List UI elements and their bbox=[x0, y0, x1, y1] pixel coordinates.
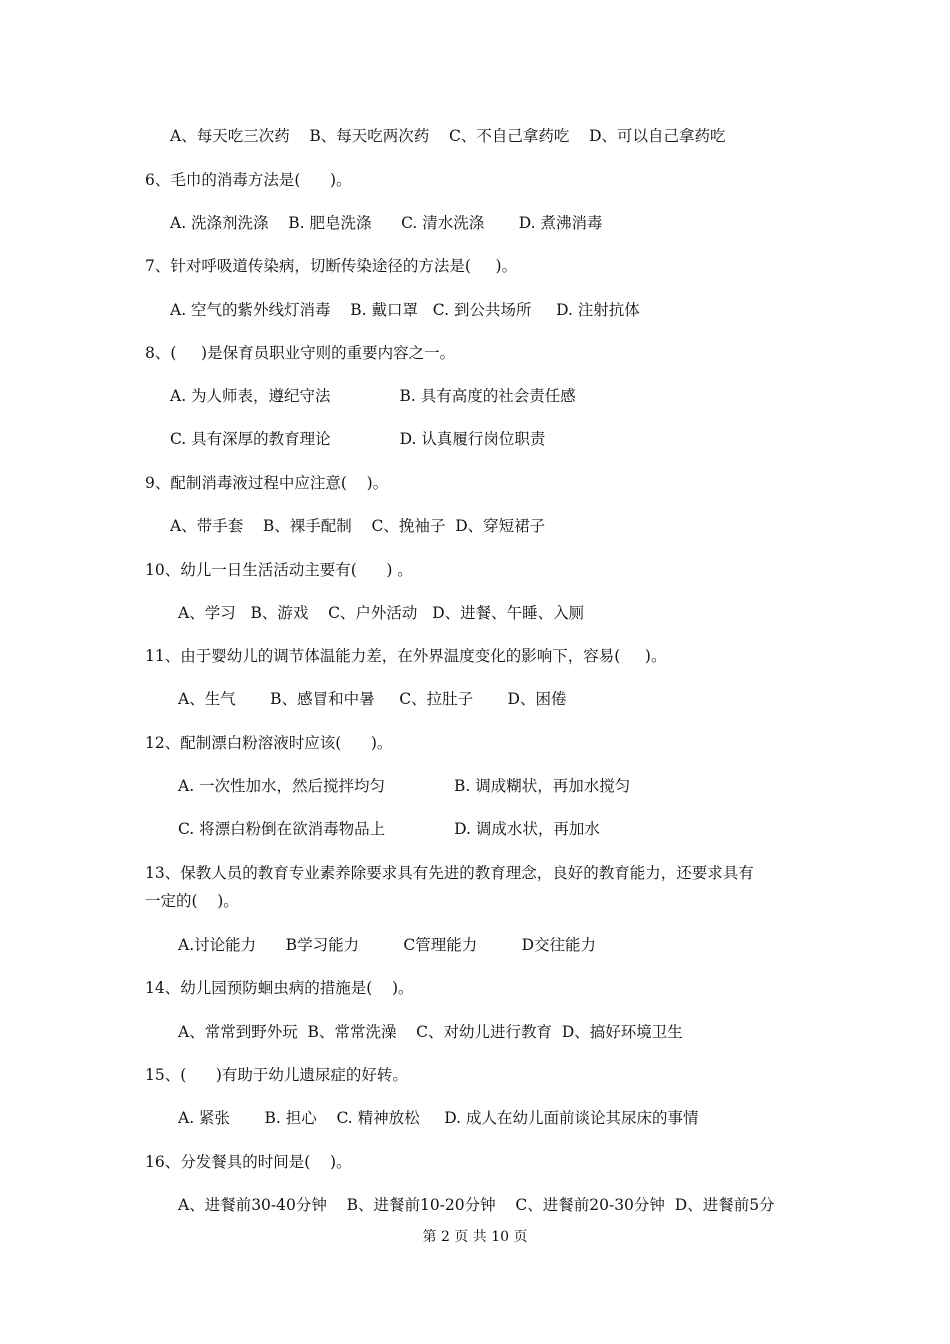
q13-question-line2: 一定的( )。 bbox=[145, 892, 239, 910]
q9-question: 9、配制消毒液过程中应注意( )。 bbox=[145, 474, 389, 492]
q13-question-line1: 13、保教人员的教育专业素养除要求具有先进的教育理念，良好的教育能力，还要求具有 bbox=[145, 864, 754, 882]
q10-options: A、学习 B、游戏 C、户外活动 D、进餐、午睡、入厕 bbox=[178, 604, 585, 622]
q12-options-ab: A. 一次性加水，然后搅拌均匀 B. 调成糊状，再加水搅匀 bbox=[178, 777, 631, 795]
q12-options-cd: C. 将漂白粉倒在欲消毒物品上 D. 调成水状，再加水 bbox=[178, 820, 600, 838]
q8-options-cd: C. 具有深厚的教育理论 D. 认真履行岗位职责 bbox=[170, 430, 546, 448]
q12-question: 12、配制漂白粉溶液时应该( )。 bbox=[145, 734, 393, 752]
q11-question: 11、由于婴幼儿的调节体温能力差，在外界温度变化的影响下，容易( )。 bbox=[145, 647, 667, 665]
q9-options: A、带手套 B、裸手配制 C、挽袖子 D、穿短裙子 bbox=[170, 517, 546, 535]
q16-question: 16、分发餐具的时间是( )。 bbox=[145, 1153, 352, 1171]
q16-options: A、进餐前30-40分钟 B、进餐前10-20分钟 C、进餐前20-30分钟 D、进餐前5分 bbox=[178, 1196, 775, 1214]
q8-options-ab: A. 为人师表，遵纪守法 B. 具有高度的社会责任感 bbox=[170, 387, 576, 405]
q15-question: 15、( )有助于幼儿遗尿症的好转。 bbox=[145, 1066, 408, 1084]
q5-options: A、每天吃三次药 B、每天吃两次药 C、不自己拿药吃 D、可以自己拿药吃 bbox=[170, 127, 726, 145]
q10-question: 10、幼儿一日生活活动主要有( ) 。 bbox=[145, 561, 413, 579]
q14-question: 14、幼儿园预防蛔虫病的措施是( )。 bbox=[145, 979, 414, 997]
q13-options: A.讨论能力 B学习能力 C管理能力 D交往能力 bbox=[178, 936, 597, 954]
q6-options: A. 洗涤剂洗涤 B. 肥皂洗涤 C. 清水洗涤 D. 煮沸消毒 bbox=[170, 214, 603, 232]
q7-options: A. 空气的紫外线灯消毒 B. 戴口罩 C. 到公共场所 D. 注射抗体 bbox=[170, 301, 640, 319]
q11-options: A、生气 B、感冒和中暑 C、拉肚子 D、困倦 bbox=[178, 690, 567, 708]
q7-question: 7、针对呼吸道传染病，切断传染途径的方法是( )。 bbox=[145, 257, 518, 275]
page-footer: 第 2 页 共 10 页 bbox=[422, 1229, 528, 1245]
q14-options: A、常常到野外玩 B、常常洗澡 C、对幼儿进行教育 D、搞好环境卫生 bbox=[178, 1023, 683, 1041]
q6-question: 6、毛巾的消毒方法是( )。 bbox=[145, 171, 352, 189]
q8-question: 8、( )是保育员职业守则的重要内容之一。 bbox=[145, 344, 456, 362]
q15-options: A. 紧张 B. 担心 C. 精神放松 D. 成人在幼儿面前谈论其尿床的事情 bbox=[178, 1109, 699, 1127]
